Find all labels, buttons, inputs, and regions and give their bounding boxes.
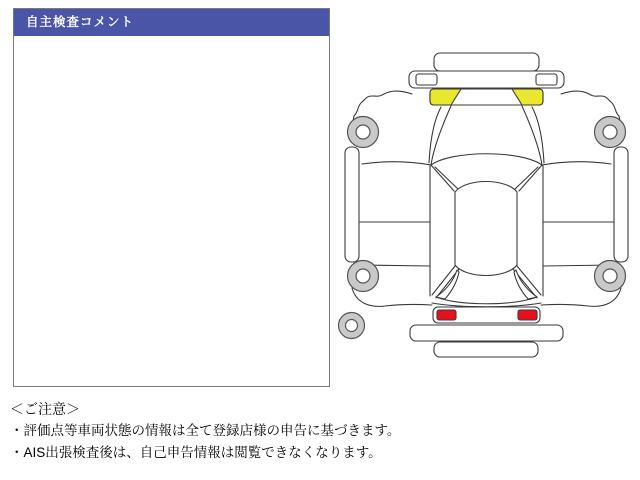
tail-lamp-right-highlight [518,310,537,320]
caution-heading: ＜ご注意＞ [10,401,80,417]
panel-title: 自主検査コメント [26,15,135,29]
front-left-wheel-hub [356,125,370,139]
headlight-right [536,74,557,85]
roof-panel [455,182,517,276]
right-rocker-panel [614,147,628,262]
headlight-left [416,74,437,85]
right-a-pillar [515,165,542,191]
caution-notes [10,398,630,464]
rear-window-arc [436,297,537,304]
tail-lamp-left-highlight [437,310,456,320]
self-inspection-comment-panel [13,8,330,387]
caution-item-1: ・評価点等車両状態の情報は全て登録店様の申告に基づきます。 [10,423,401,438]
left-belt-line [362,162,431,165]
front-right-wheel-hub [603,125,617,139]
rear-right-wheel-hub [603,269,617,283]
vehicle-diagram [335,48,640,366]
panel-header [14,9,329,36]
rear-left-wheel-hub [356,269,370,283]
left-rocker-panel [345,147,359,262]
front-bumper [434,53,539,71]
left-a-pillar [431,165,458,191]
hood-left-edge [431,106,451,165]
right-belt-line [542,162,611,165]
spare-wheel-hub [346,320,358,332]
left-c-pillar-sail [436,270,459,299]
hood-right-edge [522,106,542,165]
caution-item-2: ・AIS出張検査後は、自己申告情報は閲覧できなくなります。 [10,445,382,460]
rear-bumper-lower [434,342,538,357]
windshield-top-arc [431,154,542,165]
rear-bumper [410,325,563,341]
comment-text-area [14,36,329,386]
